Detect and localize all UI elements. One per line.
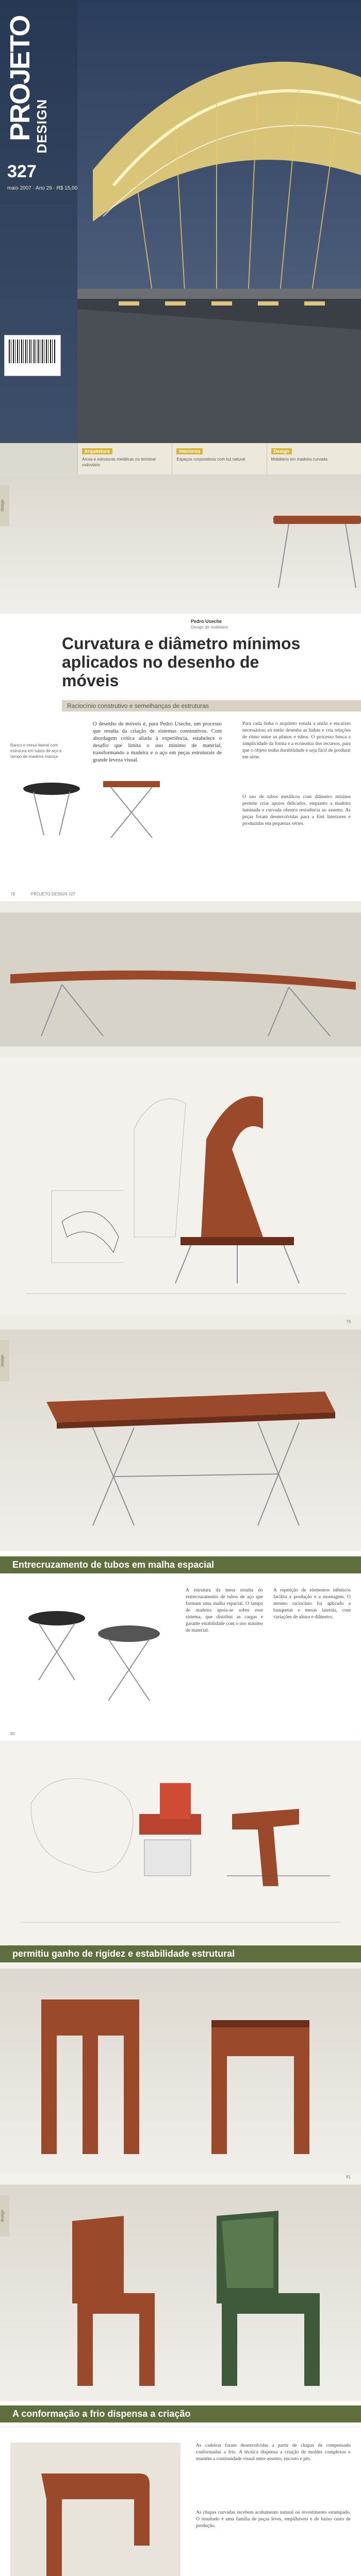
masthead-title: PROJETO xyxy=(5,15,36,141)
teaser-tag: Interiores xyxy=(176,448,203,454)
teaser-1 xyxy=(77,443,172,474)
teaser-text: Espaços corporativos com luz natural xyxy=(176,457,245,462)
article-body-1: Para cada linha o arquiteto estuda a união e encaixes necessários; só então desenha as linhas e cria relações de ritmo entre os planos e tubos. O processo busca a simplicidade da forma e a economia dos recursos, para que o objeto tenha durabilidade e seja fácil de produzir em série. xyxy=(242,721,351,760)
technical-drawing xyxy=(21,1067,351,1304)
teaser-text: Arcos e estruturas metálicas no terminal rodoviário xyxy=(82,457,156,467)
folio-magazine: PROJETO DESIGN 327 xyxy=(31,892,76,896)
two-chairs-photo xyxy=(52,2200,340,2396)
article-body-3: A estrutura da mesa resulta do entrecruzamento de tubos de aço que formam uma malha espacial. O tampo de madeira apoia-se sobre esse sistema, que distribui as cargas e garante estabilidade com o uso mínimo de material. xyxy=(186,1588,263,1633)
spread-chaise xyxy=(0,902,361,1329)
teaser-3 xyxy=(267,443,361,474)
issue-number: 327 xyxy=(7,162,37,181)
masthead-subtitle: DESIGN xyxy=(34,99,50,154)
article-body-2: O uso de tubos metálicos com diâmetro mínimo permite criar apoios delicados, enquanto a madeira laminada e curvada oferece resistência ao assento. As peças foram desenvolvidas para a Etel Interiores e produzidas em pequenas séries. xyxy=(242,794,351,826)
chair-exploded-drawing xyxy=(10,1752,351,1938)
section-tab: design xyxy=(0,485,9,526)
section-headline-2: Entrecruzamento de tubos em malha espacial xyxy=(0,1556,361,1573)
spread-rocker xyxy=(0,2427,361,2576)
edition-line: maio 2007 · Ano 29 · R$ 15,00 xyxy=(7,185,78,191)
cover-teasers xyxy=(77,443,361,474)
spread-chair-drawings xyxy=(0,1741,361,2184)
cover-photo xyxy=(0,0,361,443)
article-title: Curvatura e diâmetro mínimos aplicados no desenho de móveis xyxy=(62,634,301,690)
barcode-bars xyxy=(9,340,56,363)
author-name: Pedro Useche xyxy=(191,619,222,624)
teaser-tag: Design xyxy=(271,448,292,454)
spread-intro xyxy=(0,474,361,902)
stool-photo xyxy=(268,505,361,593)
article-lead: O desenho de móveis é, para Pedro Useche, um processo que resulta da criação de sistemas construtivos. Com abordagem crítica aliada à experiência, estabelece o desafio que limita o uso mínimo de material, transformando a madeira e o aço em peças estruturais de grande leveza visual. xyxy=(93,721,222,763)
article-body-5: As cadeiras foram desenvolvidas a partir de chapas de compensado conformadas a frio. A técnica dispensa a criação de moldes complexos e mantém a continuidade visual entre assento, encosto e pés. xyxy=(196,2443,351,2462)
stools-photo xyxy=(21,1979,340,2170)
section-tab: design xyxy=(0,2195,9,2236)
section-headline-3: permitiu ganho de rigidez e estabilidade estrutural xyxy=(0,1945,361,1962)
rocker-photo xyxy=(10,2443,180,2576)
mesh-table-photo xyxy=(31,1371,340,1541)
folio-right: 81 xyxy=(346,2175,351,2179)
section-headline-4: A conformação a frio dispensa a criação xyxy=(0,2405,361,2422)
teaser-tag: Arquitetura xyxy=(82,448,112,454)
section-tab: design xyxy=(0,1340,9,1381)
teaser-2 xyxy=(172,443,266,474)
folio-right: 79 xyxy=(346,1319,351,1324)
magazine-cover xyxy=(0,0,361,474)
folio-left: 78 xyxy=(10,892,15,896)
barcode xyxy=(4,335,61,376)
article-body-6: As chapas curvadas recebem acabamento natural ou revestimento estampado. O resultado é uma família de peças leves, empilháveis e de baixo custo de produção. xyxy=(196,2510,351,2529)
article-kicker: Raciocínio construtivo e semelhanças de estruturas xyxy=(62,700,361,711)
side-tables-photo xyxy=(15,1587,170,1716)
article-body-4: A repetição de elementos idênticos facilita a produção e a montagem. O mesmo raciocínio foi aplicado a banquetas e mesas laterais, com variações de altura e diâmetro. xyxy=(273,1588,351,1620)
folio-left: 80 xyxy=(10,1732,15,1736)
author-role: Design de mobiliário xyxy=(191,625,228,630)
chaise-photo xyxy=(0,912,361,1046)
photo-caption-1: Banco e mesa lateral com estrutura em tubos de aço e tampo de madeira maciça xyxy=(10,743,62,759)
spread-two-chairs xyxy=(0,2184,361,2427)
spread-mesh-table xyxy=(0,1329,361,1741)
teaser-text: Mobiliário em madeira curvada xyxy=(271,457,328,462)
bench-and-table-photo xyxy=(15,763,170,866)
